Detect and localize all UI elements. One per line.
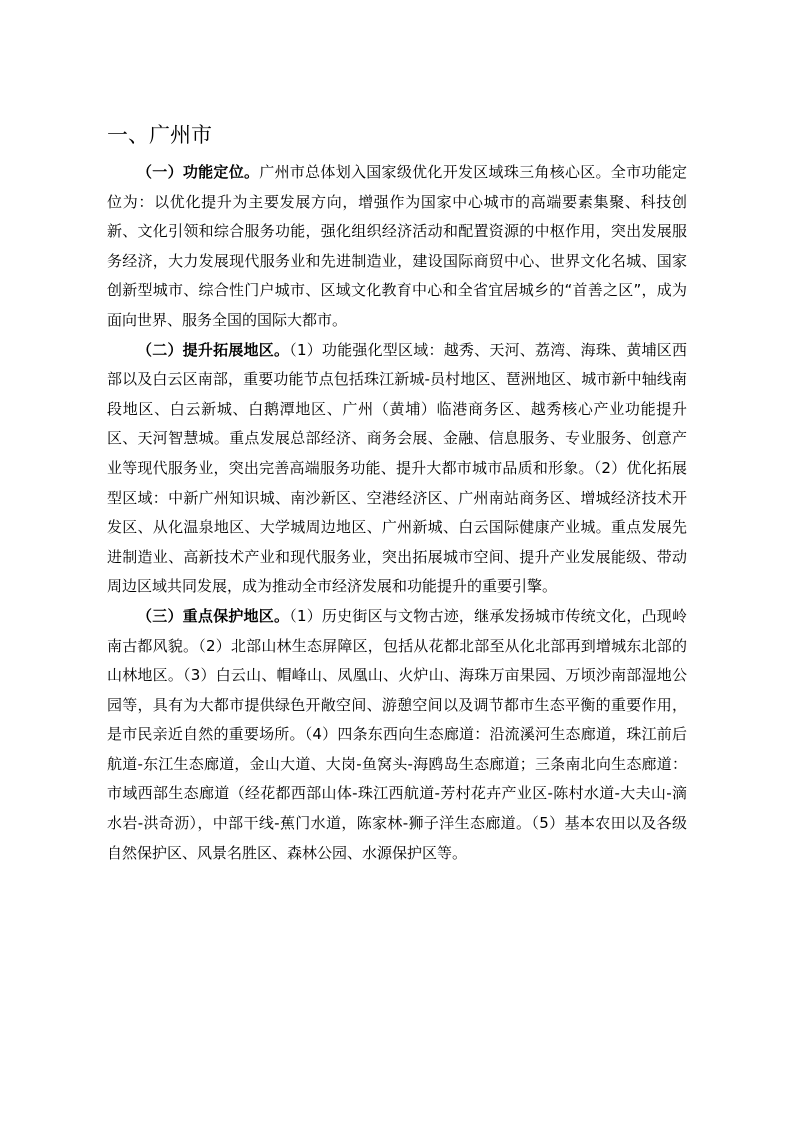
paragraph-function-positioning (107, 158, 687, 336)
paragraph-text: （1）历史街区与文物古迹，继承发扬城市传统文化，凸现岭南古都风貌。（2）北部山林生态屏障区，包括从花都北部至从化北部再到增城东北部的山林地区。（3）白云山、帽峰山、凤凰山、火炉山、海珠万亩果园、万顷沙南部湿地公园等，具有为大都市提供绿色开敞空间、游憩空间以及调节都市生态平衡的重要作用，是市民亲近自然的重要场所。（4）四条东西向生态廊道：沿流溪河生态廊道，珠江前后航道-东江生态廊道，金山大道、大岗-鱼窝头-海鸥岛生态廊道；三条南北向生态廊道：市域西部生态廊道（经花都西部山体-珠江西航道-芳村花卉产业区-陈村水道-大夫山-滴水岩-洪奇沥），中部干线-蕉门水道，陈家林-狮子洋生态廊道。（5）基本农田以及各级自然保护区、风景名胜区、森林公园、水源保护区等。 (107, 606, 687, 862)
paragraph-lead: （三）重点保护地区。 (137, 606, 290, 625)
document-body (107, 158, 687, 868)
paragraph-lead: （二）提升拓展地区。 (137, 340, 290, 359)
section-heading: 一、广州市 (107, 123, 212, 147)
paragraph-upgrade-expansion-areas (107, 336, 687, 602)
paragraph-key-protection-areas (107, 602, 687, 868)
paragraph-lead: （一）功能定位。 (137, 163, 260, 181)
paragraph-text: （1）功能强化型区域：越秀、天河、荔湾、海珠、黄埔区西部以及白云区南部，重要功能节点包括珠江新城-员村地区、琶洲地区、城市新中轴线南段地区、白云新城、白鹅潭地区、广州（黄埔）临港商务区、越秀核心产业功能提升区、天河智慧城。重点发展总部经济、商务会展、金融、信息服务、专业服务、创意产业等现代服务业，突出完善高端服务功能、提升大都市城市品质和形象。（2）优化拓展型区域：中新广州知识城、南沙新区、空港经济区、广州南站商务区、增城经济技术开发区、从化温泉地区、大学城周边地区、广州新城、白云国际健康产业城。重点发展先进制造业、高新技术产业和现代服务业，突出拓展城市空间、提升产业发展能级、带动周边区域共同发展，成为推动全市经济发展和功能提升的重要引擎。 (107, 340, 687, 596)
paragraph-text: 广州市总体划入国家级优化开发区域珠三角核心区。全市功能定位为：以优化提升为主要发展方向，增强作为国家中心城市的高端要素集聚、科技创新、文化引领和综合服务功能，强化组织经济活动和配置资源的中枢作用，突出发展服务经济，大力发展现代服务业和先进制造业，建设国际商贸中心、世界文化名城、国家创新型城市、综合性门户城市、区域文化教育中心和全省宜居城乡的“首善之区”，成为面向世界、服务全国的国际大都市。 (107, 163, 687, 329)
